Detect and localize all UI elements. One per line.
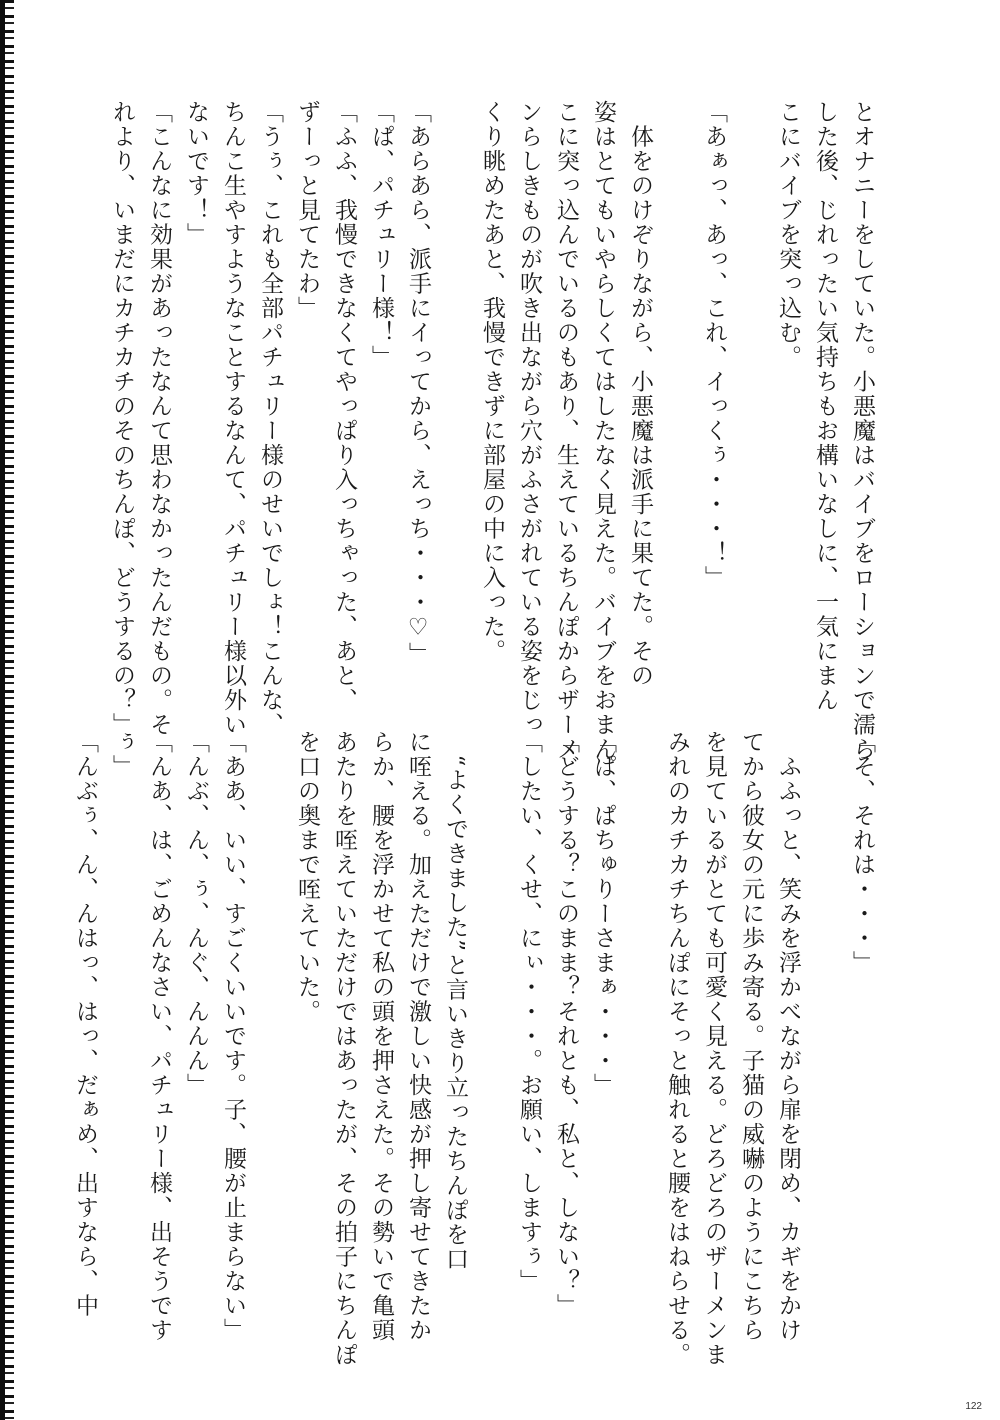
text-line — [658, 100, 695, 700]
text-line: らか、腰を浮かせて私の頭を押さえた。その勢いで亀頭 — [368, 730, 394, 1343]
text-line: こに突っ込んでいるのもあり、生えているちんぽからザーメ — [553, 100, 579, 762]
text-line: とオナニーをしていた。小悪魔はバイブをローションで濡ら — [849, 100, 875, 762]
text-line — [436, 100, 473, 700]
text-line: 「ああ、いい、すごくいいです。子、腰が止まらない」 — [220, 730, 246, 1343]
text-line — [251, 730, 288, 1330]
page-number: 122 — [965, 1401, 982, 1412]
text-line: 「んぶぅ、ん、んはっ、はっ、だぁめ、出すなら、中 — [72, 730, 98, 1318]
text-line: 「あらあら、派手にイってから、えっち・・・♡」 — [405, 100, 431, 667]
text-line: 「したい、くせ、にぃ・・・。お願い、しますぅ」 — [516, 730, 542, 1294]
text-line: ぅ」 — [109, 730, 135, 779]
text-line: ちんこ生やすようなことするなんて、パチュリー様以外い — [220, 100, 246, 737]
text-line — [806, 730, 843, 1330]
text-line: 「どうする？このまま？それとも、私と、しない？」 — [553, 730, 579, 1318]
text-line: 「こんなに効果があったなんて思わなかったんだもの。そ — [146, 100, 172, 737]
text-line: “よくできました”と言いきり立ったちんぽを口 — [442, 730, 468, 1272]
text-line: した後、じれったい気持ちもお構いなしに、一気にまん — [812, 100, 838, 713]
text-line: ふふっと、笑みを浮かべながら扉を閉め、カギをかけ — [775, 730, 801, 1343]
text-line: 「ぱ、パチュリー様！」 — [368, 100, 394, 370]
text-line: てから彼女の元に歩み寄る。子猫の威嚇のようにこちら — [738, 730, 764, 1343]
text-line: ないです！」 — [183, 100, 209, 247]
text-line: 「ぱ、ぱちゅりーさまぁ・・・」 — [590, 730, 616, 1098]
text-line: ずーっと見てたわ」 — [294, 100, 320, 321]
lower-text-block — [66, 730, 880, 1367]
text-line: 「ふふ、我慢できなくてやっぱり入っちゃった、あと、 — [331, 100, 357, 713]
text-line: を口の奥まで咥えていた。 — [294, 730, 320, 1024]
text-line: こにバイブを突っ込む。 — [775, 100, 801, 370]
text-line — [473, 730, 510, 1330]
text-line: 姿はとてもいやらしくてはしたなく見えた。バイブをおまん — [590, 100, 616, 762]
text-line: くり眺めたあと、我慢できずに部屋の中に入った。 — [479, 100, 505, 664]
text-line: 「うぅ、これも全部パチュリー様のせいでしょ！こんな、 — [257, 100, 283, 737]
text-line: れより、いまだにカチカチのそのちんぽ、どうするの？」 — [109, 100, 135, 737]
text-line: ンらしきものが吹き出ながら穴がふさがれている姿をじっ — [516, 100, 542, 737]
text-line: 体をのけぞりながら、小悪魔は派手に果てた。その — [627, 100, 653, 688]
upper-text-block — [103, 100, 880, 762]
text-line: みれのカチカチちんぽにそっと触れると腰をはねらせる。 — [664, 730, 690, 1367]
text-line — [732, 100, 769, 700]
text-line: 「んあ、は、ごめんなさい、パチュリー様、出そうです — [146, 730, 172, 1343]
text-line — [621, 730, 658, 1330]
text-line: 「そ、それは・・・」 — [849, 730, 875, 975]
text-line: あたりを咥えていただけではあったが、その拍子にちんぽ — [331, 730, 357, 1367]
text-line: を見ているがとても可愛く見える。どろどろのザーメンま — [701, 730, 727, 1367]
text-line: 「んぶ、ん、ぅ、んぐ、んんん」 — [183, 730, 209, 1098]
text-line: に咥える。加えただけで激しい快感が押し寄せてきたか — [405, 730, 431, 1343]
text-line: 「あぁっ、あっ、これ、イっくぅ・・・！」 — [701, 100, 727, 590]
